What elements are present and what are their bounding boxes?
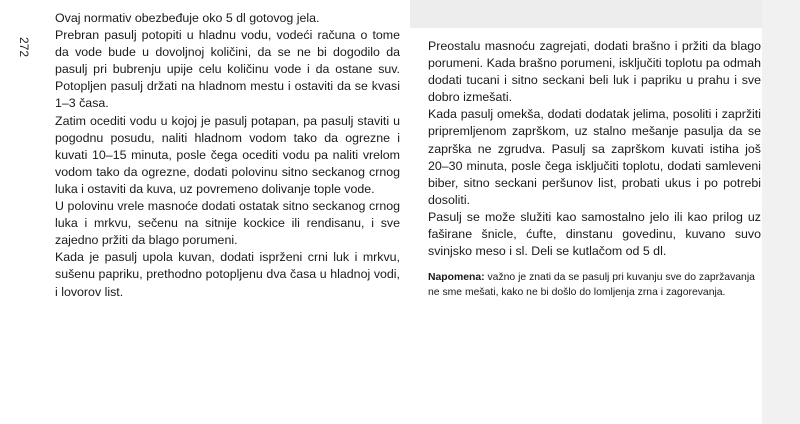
note: [428, 270, 761, 300]
paragraph: Ovaj normativ obezbeđuje oko 5 dl gotovog jela.: [55, 11, 320, 25]
paragraph: U polovinu vrele masnoće dodati ostatak sitno seckanog crnog luka i mrkvu, sečenu na sitnije kockice ili rendisanu, i sve zajedno pržiti da blago porumeni.: [55, 199, 400, 248]
paragraph: Preostalu masnoću zagrejati, dodati brašno i pržiti da blago porumeni. Kada brašno porumeni, isključiti toplotu pa odmah dodati tucani i sitno seckani beli luk i papriku u prahu i sve dobro izmešati.: [428, 39, 761, 105]
paragraph: Prebran pasulj potopiti u hladnu vodu, vodeći računa o tome da vode bude u dovoljnoj količini, da se ne bi dogodilo da pasulj pri bubrenju upije celu količinu vode i da ostane suv. Potopljen pasulj držati na hladnom mestu i ostaviti da se kvasi 1–3 časa.: [55, 28, 400, 111]
note-label: Napomena:: [428, 272, 485, 284]
left-column: [55, 10, 400, 301]
paragraph: Pasulj se može služiti kao samostalno jelo ili kao prilog uz faširane šnicle, ćufte, dinstanu govedinu, kuvano suvo svinjsko meso i sl. Deli se kutlačom od 5 dl.: [428, 209, 761, 259]
paragraph: Kada je pasulj upola kuvan, dodati isprženi crni luk i mrkvu, sušenu papriku, prethodno potopljenu dva časa u hladnoj vodi, i lovorov list.: [55, 250, 400, 299]
paragraph: Kada pasulj omekša, dodati dodatak jelima, posoliti i zapržiti pripremljenom zaprškom, uz stalno mešanje pasulja da se zaprška ne zgrudva. Pasulj sa zaprškom kuvati istiha još 20–30 minuta, posle čega isključiti toplotu, dodati samleveni biber, sitno seckani peršunov list, probati ukus i po potrebi dosoliti.: [428, 107, 761, 207]
scan-shadow-edge: [762, 0, 800, 424]
scan-shadow-top: [410, 0, 800, 28]
page-number: 272: [17, 36, 31, 58]
note-text: važno je znati da se pasulj pri kuvanju sve do zapržavanja ne sme mešati, kako ne bi došlo do lomljenja zrna i zagorevanja.: [428, 272, 755, 299]
right-column: [428, 38, 761, 300]
paragraph: Zatim ocediti vodu u kojoj je pasulj potapan, pa pasulj staviti u pogodnu posudu, naliti hladnom vodom tako da ogrezne i kuvati 10–15 minuta, posle čega ocediti vodu pa naliti vrelom vodom tako da ogrezne, dodati polovinu sitno seckanog crnog luka i ostaviti da kuva, uz povremeno dolivanje tople vode.: [55, 113, 400, 196]
